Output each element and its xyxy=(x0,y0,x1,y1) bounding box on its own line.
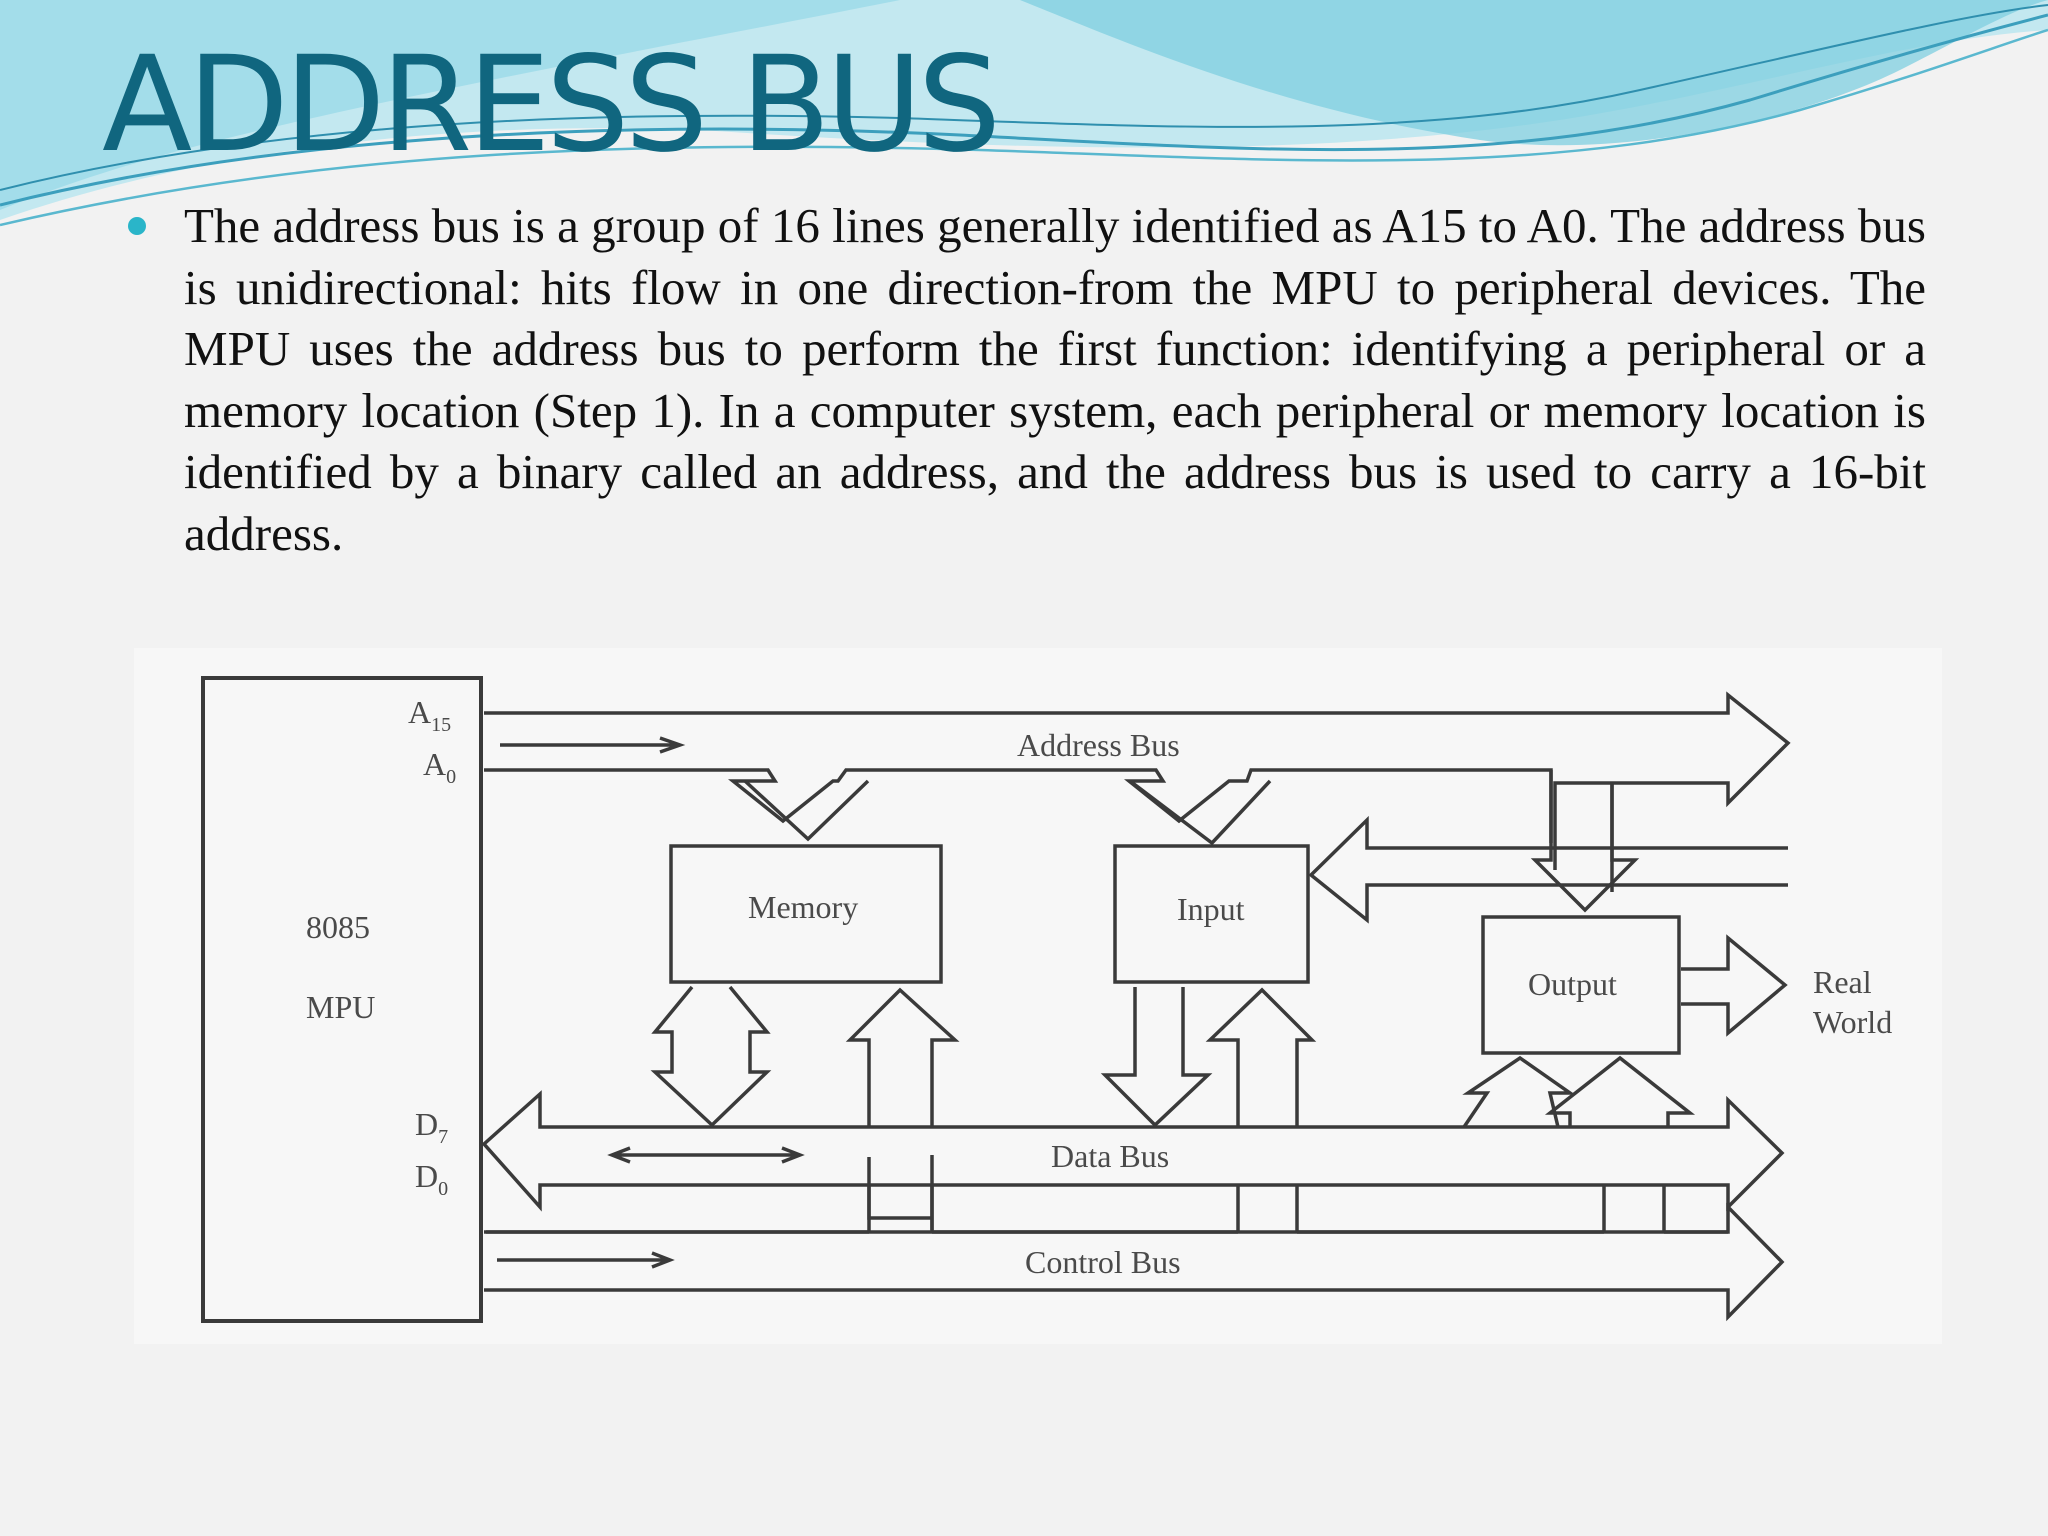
memory-bus-link xyxy=(869,1185,932,1232)
output-data-arrow xyxy=(1464,1058,1570,1127)
slide-title: ADDRESS BUS xyxy=(102,28,997,182)
input-data-arrow xyxy=(1105,987,1208,1125)
memory-label: Memory xyxy=(748,889,859,925)
control-direction-arrow xyxy=(497,1253,670,1267)
memory-address-arrow xyxy=(745,781,868,839)
memory-data-arrow xyxy=(655,987,767,1125)
pin-a15-label: $A_{15}$ xyxy=(408,694,452,736)
mpu-label-mpu: MPU xyxy=(306,989,376,1025)
input-address-arrow xyxy=(1130,781,1270,843)
data-direction-arrow xyxy=(612,1148,800,1162)
output-address-arrow xyxy=(1535,770,1635,910)
control-bus-label: Control Bus xyxy=(1025,1244,1181,1280)
output-label: Output xyxy=(1528,966,1617,1002)
output-bus-link xyxy=(1604,1185,1664,1232)
address-direction-arrow xyxy=(500,738,680,752)
input-control-arrow xyxy=(1210,990,1312,1127)
pin-d0-label: $D_0$ xyxy=(415,1158,449,1200)
mpu-label-8085: 8085 xyxy=(306,909,370,945)
pin-a0-label: $A_0$ xyxy=(423,746,457,788)
real-world-label-1: Real xyxy=(1813,964,1872,1000)
address-bus-arrow xyxy=(484,695,1788,870)
input-label: Input xyxy=(1177,891,1245,927)
input-bus-link xyxy=(1238,1185,1297,1232)
real-world-label-2: World xyxy=(1813,1004,1893,1040)
data-bus-label: Data Bus xyxy=(1051,1138,1170,1174)
pin-d7-label: $D_7$ xyxy=(415,1106,449,1148)
address-bus-label: Address Bus xyxy=(1017,727,1180,763)
real-world-arrow xyxy=(1681,938,1785,1033)
body-paragraph: The address bus is a group of 16 lines generally identified as A15 to A0. The address bus is unidirectional: hits flow in one direction-from the MPU to peripheral devices. The MPU uses the address bus to perform the first function: identifying a peripheral or a memory location (Step 1). In a computer system, each peripheral or memory location is identified by a binary called an address, and the address bus is used to carry a 16-bit address. xyxy=(184,198,1926,561)
memory-control-arrow xyxy=(850,990,955,1230)
